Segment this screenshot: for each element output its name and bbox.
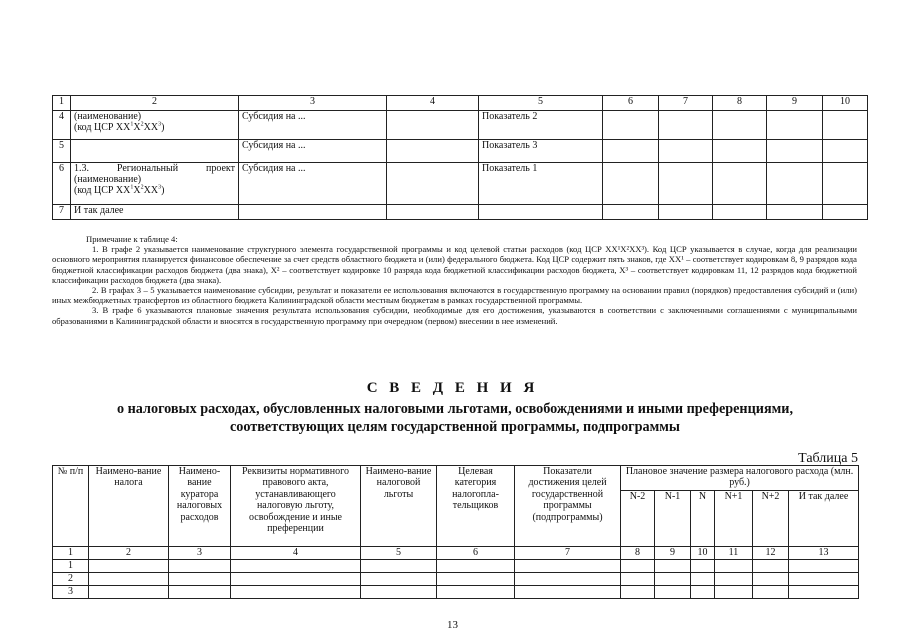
empty-cell [713,163,767,205]
empty-cell [169,573,231,586]
table-row [53,111,868,140]
row-number: 2 [53,573,89,586]
empty-cell [767,140,823,163]
csr-code: (код ЦСР $ХХ^1Х^2ХХ^3$) [74,121,165,133]
csr-code: (код ЦСР $ХХ^1Х^2ХХ^3$) [74,184,165,196]
header-indicators: Показатели достижения целей государственной программы (подпрограммы) [515,466,621,547]
column-number: 8 [621,547,655,560]
column-number: 4 [231,547,361,560]
table-row [53,140,868,163]
empty-cell [655,560,691,573]
row-number: 7 [53,205,71,220]
row-number: 5 [53,140,71,163]
table-row [53,163,868,205]
empty-cell [655,573,691,586]
empty-cell [231,560,361,573]
table-5-header-row [53,466,859,491]
indicator-cell: Показатель 3 [479,140,603,163]
empty-cell [715,586,753,599]
column-number: 10 [691,547,715,560]
element-cell [71,163,239,205]
header-cell: 6 [603,96,659,111]
empty-cell [603,205,659,220]
empty-cell [713,140,767,163]
empty-cell [361,586,437,599]
empty-cell [753,573,789,586]
indicator-cell: Показатель 1 [479,163,603,205]
column-number: 3 [169,547,231,560]
empty-cell [659,140,713,163]
table-row [53,560,859,573]
row-number: 3 [53,586,89,599]
table-5 [52,465,859,599]
section-subtitle: о налоговых расходах, обусловленных налоговыми льготами, освобождениями и иными преференциями, соответствующих целям государственной программы, подпрограммы [116,401,794,435]
empty-cell [89,586,169,599]
table-row [53,573,859,586]
empty-cell [515,560,621,573]
year-cell: И так далее [789,491,859,547]
empty-cell [713,111,767,140]
header-cell: 2 [71,96,239,111]
header-cell: 9 [767,96,823,111]
regional-project-title: 1.3. Региональный проект [74,163,235,174]
table-4-header-row [53,96,868,111]
empty-cell [659,163,713,205]
header-cell: 8 [713,96,767,111]
empty-cell [823,140,868,163]
header-cell: 4 [387,96,479,111]
row-number: 6 [53,163,71,205]
header-tax: Наимено-вание налога [89,466,169,547]
subsidy-cell: Субсидия на ... [239,140,387,163]
table-4-notes [52,234,857,326]
year-cell: N+2 [753,491,789,547]
empty-cell [823,163,868,205]
empty-cell [361,573,437,586]
empty-cell [789,560,859,573]
empty-cell [823,111,868,140]
empty-cell [603,111,659,140]
element-cell [71,111,239,140]
empty-cell [239,205,387,220]
table-row [53,205,868,220]
header-cell: 5 [479,96,603,111]
empty-cell [621,586,655,599]
empty-cell [231,573,361,586]
column-number: 1 [53,547,89,560]
year-cell: N [691,491,715,547]
empty-cell [231,586,361,599]
row-number: 1 [53,560,89,573]
element-name: (наименование) [74,111,142,122]
empty-cell [789,586,859,599]
column-number: 5 [361,547,437,560]
column-number: 9 [655,547,691,560]
empty-cell [753,586,789,599]
header-curator: Наимено-вание куратора налоговых расходов [169,466,231,547]
header-cell: 10 [823,96,868,111]
empty-cell [89,573,169,586]
header-category: Целевая категория налогопла-тельщиков [437,466,515,547]
empty-cell [659,111,713,140]
empty-cell [515,573,621,586]
table-5-label: Таблица 5 [798,451,858,466]
subsidy-cell: Субсидия на ... [239,163,387,205]
subsidy-cell: Субсидия на ... [239,111,387,140]
empty-cell [621,573,655,586]
page-number: 13 [447,619,458,631]
table-4 [52,95,868,220]
empty-cell [603,163,659,205]
header-num: № п/п [53,466,89,547]
empty-cell [715,573,753,586]
empty-cell [479,205,603,220]
empty-cell [437,586,515,599]
empty-cell [169,560,231,573]
empty-cell [361,560,437,573]
year-cell: N-1 [655,491,691,547]
empty-cell [659,205,713,220]
column-number: 7 [515,547,621,560]
empty-cell [71,140,239,163]
empty-cell [713,205,767,220]
note-paragraph: 2. В графах 3 – 5 указывается наименование субсидии, результат и показатели ее использования включаются в государственную программу на основании правил (порядков) предоставления субсидий и (или) иных межбюджетных трансфертов из областного бюджета Калининградской области местным бюджетам в рамках государственной программы. [52,285,857,306]
empty-cell [621,560,655,573]
column-number: 11 [715,547,753,560]
element-name: (наименование) [74,174,142,185]
empty-cell [169,586,231,599]
empty-cell [691,573,715,586]
empty-cell [823,205,868,220]
empty-cell [89,560,169,573]
row-number: 4 [53,111,71,140]
column-number: 13 [789,547,859,560]
empty-cell [387,140,479,163]
header-cell: 3 [239,96,387,111]
empty-cell [789,573,859,586]
header-benefit: Наимено-вание налоговой льготы [361,466,437,547]
note-paragraph: 1. В графе 2 указывается наименование структурного элемента государственной программы и код целевой статьи расходов (код ЦСР ХХ¹Х²ХХ³). Код ЦСР указывается в случае, когда для реализации основного мероприятия планируется финансовое обеспечение за счет средств областного бюджета и (или) федерального бюджета. Код ЦСР содержит пять знаков, где ХХ¹ – соответствует кодировкам 8, 9 разрядов кода бюджетной классификации расходов бюджета (два знака), Х² – соответствует кодировке 10 разряда кода бюджетной классификации расходов бюджета, Х³ – соответствует кодировкам 11, 12 разрядов кода бюджетной классификации расходов бюджета (два знака). [52,244,857,285]
empty-cell [437,560,515,573]
empty-cell [515,586,621,599]
empty-cell [691,586,715,599]
year-cell: N-2 [621,491,655,547]
element-name: И так далее [71,205,239,220]
empty-cell [767,205,823,220]
empty-cell [715,560,753,573]
indicator-cell: Показатель 2 [479,111,603,140]
header-plan: Плановое значение размера налогового расхода (млн. руб.) [621,466,859,491]
table-row [53,586,859,599]
empty-cell [387,205,479,220]
empty-cell [655,586,691,599]
column-number: 2 [89,547,169,560]
empty-cell [437,573,515,586]
empty-cell [603,140,659,163]
note-paragraph: 3. В графе 6 указываются плановые значения результата использования субсидии, необходимые для его достижения, указываются в соответствии с заключенными соглашениями с муниципальными образованиями в Калининградской области и вносятся в государственную программу при очередном (первом) внесении в нее изменений. [52,305,857,326]
empty-cell [753,560,789,573]
empty-cell [387,111,479,140]
empty-cell [767,111,823,140]
empty-cell [691,560,715,573]
table-5-number-row [53,547,859,560]
section-title: С В Е Д Е Н И Я [366,380,539,396]
empty-cell [387,163,479,205]
header-cell: 1 [53,96,71,111]
column-number: 6 [437,547,515,560]
header-act: Реквизиты нормативного правового акта, устанавливающего налоговую льготу, освобождение и иные преференции [231,466,361,547]
empty-cell [767,163,823,205]
notes-title: Примечание к таблице 4: [86,234,178,244]
column-number: 12 [753,547,789,560]
year-cell: N+1 [715,491,753,547]
header-cell: 7 [659,96,713,111]
